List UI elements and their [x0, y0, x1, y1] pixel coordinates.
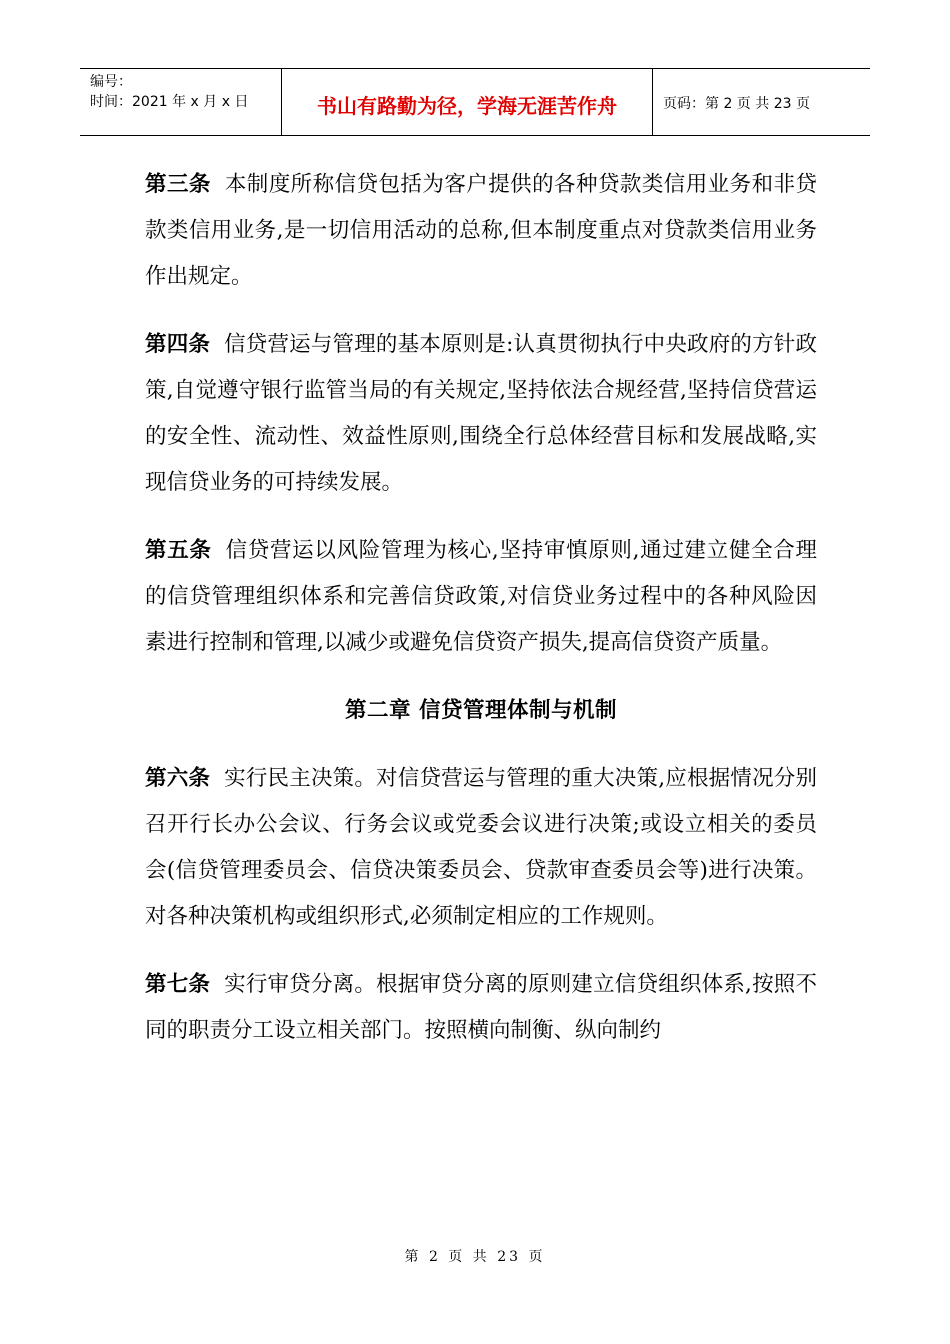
article-number: 第四条	[145, 332, 211, 357]
article-paragraph	[145, 756, 817, 940]
article-text: 实行审贷分离。根据审贷分离的原则建立信贷组织体系,按照不同的职责分工设立相关部门。按照横向制衡、纵向制约	[145, 972, 817, 1043]
article-text: 实行民主决策。对信贷营运与管理的重大决策,应根据情况分别召开行长办公会议、行务会议或党委会议进行决策;或设立相关的委员会(信贷管理委员会、信贷决策委员会、贷款审查委员会等)进行决策。对各种决策机构或组织形式,必须制定相应的工作规则。	[145, 766, 817, 929]
article-text: 本制度所称信贷包括为客户提供的各种贷款类信用业务和非贷款类信用业务,是一切信用活动的总称,但本制度重点对贷款类信用业务作出规定。	[145, 172, 817, 289]
article-text: 信贷营运与管理的基本原则是:认真贯彻执行中央政府的方针政策,自觉遵守银行监管当局的有关规定,坚持依法合规经营,坚持信贷营运的安全性、流动性、效益性原则,围绕全行总体经营目标和发展战略,实现信贷业务的可持续发展。	[145, 332, 817, 495]
chapter-heading: 第二章 信贷管理体制与机制	[345, 698, 617, 723]
article-paragraph	[145, 962, 817, 1054]
article-number: 第三条	[145, 172, 211, 197]
page-footer: 第 2 页 共 23 页	[404, 1249, 546, 1265]
page-header	[80, 68, 870, 136]
header-page-info: 页码：第 2 页 共 23 页	[663, 96, 810, 112]
header-motto: 书山有路勤为径，学海无涯苦作舟	[282, 69, 653, 135]
article-number: 第六条	[145, 766, 211, 791]
article-number: 第五条	[145, 538, 212, 563]
article-paragraph	[145, 162, 817, 300]
article-paragraph	[145, 528, 817, 666]
header-meta	[80, 69, 282, 135]
document-number-label: 编号：	[90, 74, 132, 90]
article-number: 第七条	[145, 972, 211, 997]
article-text: 信贷营运以风险管理为核心,坚持审慎原则,通过建立健全合理的信贷管理组织体系和完善信贷政策,对信贷业务过程中的各种风险因素进行控制和管理,以减少或避免信贷资产损失,提高信贷资产质量。	[145, 538, 817, 655]
document-date: 时间：2021 年 x 月 x 日	[90, 94, 249, 110]
document-body	[145, 162, 817, 1076]
article-paragraph	[145, 322, 817, 506]
